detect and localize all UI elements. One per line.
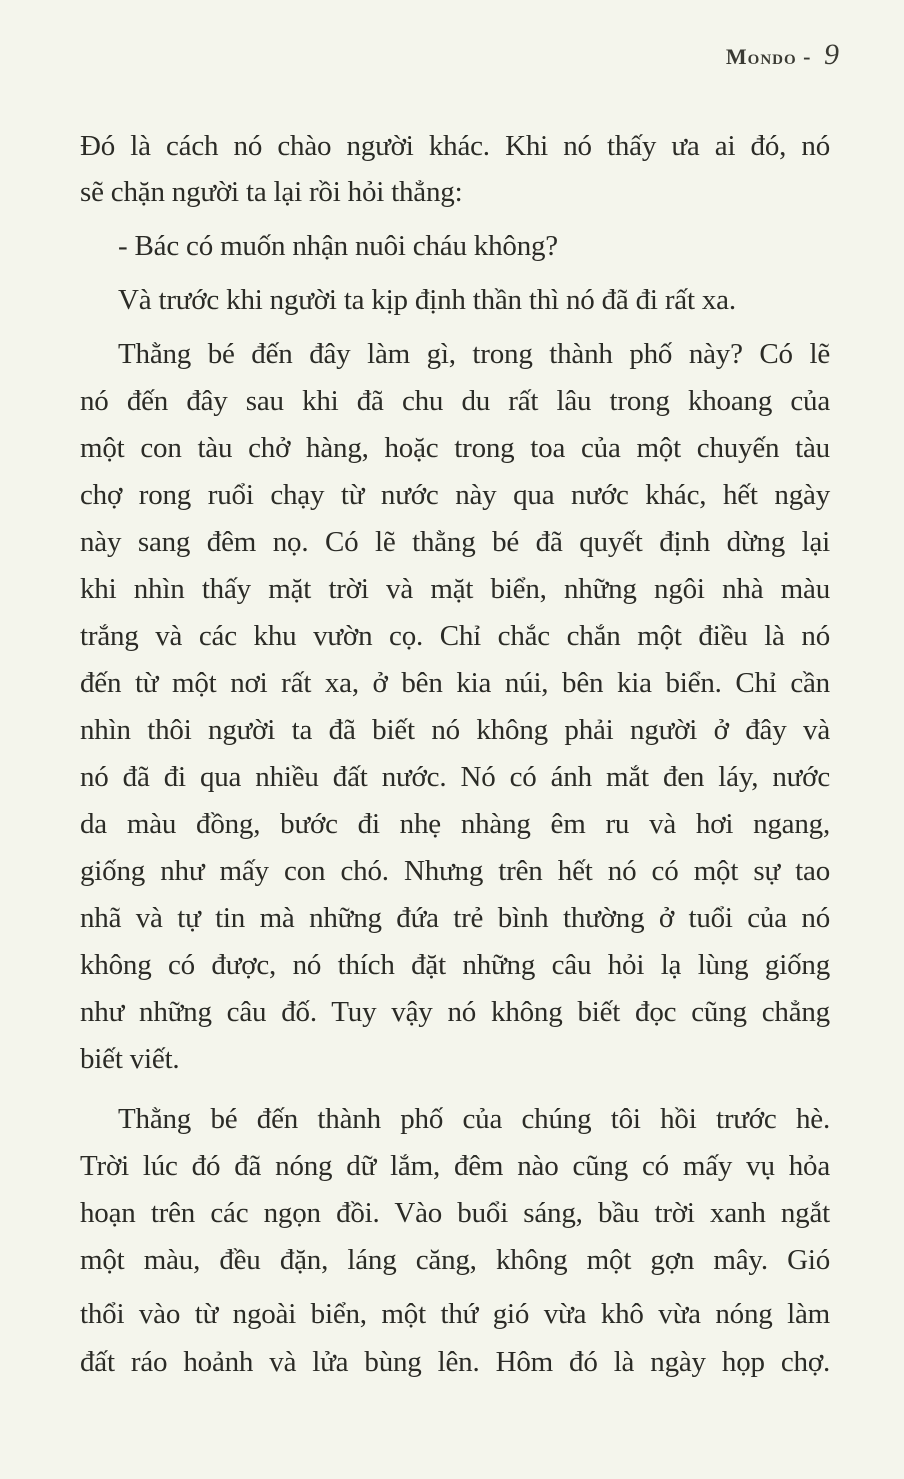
header-separator: -: [803, 44, 812, 69]
text-line: Thằng bé đến thành phố của chúng tôi hồi trước hè.: [118, 1103, 830, 1135]
text-line: nó đã đi qua nhiều đất nước. Nó có ánh mắt đen láy, nước: [80, 761, 830, 793]
text-line: da màu đồng, bước đi nhẹ nhàng êm ru và hơi ngang,: [80, 808, 830, 840]
text-line: biết viết.: [80, 1043, 180, 1075]
dialogue-line: - Bác có muốn nhận nuôi cháu không?: [118, 230, 558, 262]
text-line: này sang đêm nọ. Có lẽ thằng bé đã quyết định dừng lại: [80, 526, 830, 558]
text-line: một màu, đều đặn, láng căng, không một gợn mây. Gió: [80, 1244, 830, 1276]
text-line: một con tàu chở hàng, hoặc trong toa của một chuyến tàu: [80, 432, 830, 464]
text-line: nó đến đây sau khi đã chu du rất lâu trong khoang của: [80, 385, 830, 417]
text-line: Thằng bé đến đây làm gì, trong thành phố này? Có lẽ: [118, 338, 830, 370]
text-line: thổi vào từ ngoài biển, một thứ gió vừa khô vừa nóng làm: [80, 1298, 830, 1330]
text-line: trắng và các khu vườn cọ. Chỉ chắc chắn một điều là nó: [80, 620, 830, 652]
page-number: 9: [824, 38, 840, 71]
text-line: hoạn trên các ngọn đồi. Vào buổi sáng, bầu trời xanh ngắt: [80, 1197, 830, 1229]
text-line: đến từ một nơi rất xa, ở bên kia núi, bên kia biển. Chỉ cần: [80, 667, 830, 699]
text-line: Đó là cách nó chào người khác. Khi nó thấy ưa ai đó, nó: [80, 130, 830, 162]
text-line: chợ rong ruổi chạy từ nước này qua nước khác, hết ngày: [80, 479, 830, 511]
text-line: khi nhìn thấy mặt trời và mặt biển, những ngôi nhà màu: [80, 573, 830, 605]
text-line: không có được, nó thích đặt những câu hỏi lạ lùng giống: [80, 949, 830, 981]
text-line: nhã và tự tin mà những đứa trẻ bình thường ở tuổi của nó: [80, 902, 830, 934]
text-line: như những câu đố. Tuy vậy nó không biết đọc cũng chẳng: [80, 996, 830, 1028]
text-line: Trời lúc đó đã nóng dữ lắm, đêm nào cũng có mấy vụ hỏa: [80, 1150, 830, 1182]
running-header: [726, 38, 840, 72]
text-line: giống như mấy con chó. Nhưng trên hết nó có một sự tao: [80, 855, 830, 887]
text-line: Và trước khi người ta kịp định thần thì nó đã đi rất xa.: [118, 284, 736, 316]
text-line: đất ráo hoảnh và lửa bùng lên. Hôm đó là ngày họp chợ.: [80, 1346, 830, 1378]
header-title: Mondo: [725, 44, 797, 69]
text-line: sẽ chặn người ta lại rồi hỏi thẳng:: [80, 176, 463, 208]
text-line: nhìn thôi người ta đã biết nó không phải người ở đây và: [80, 714, 830, 746]
